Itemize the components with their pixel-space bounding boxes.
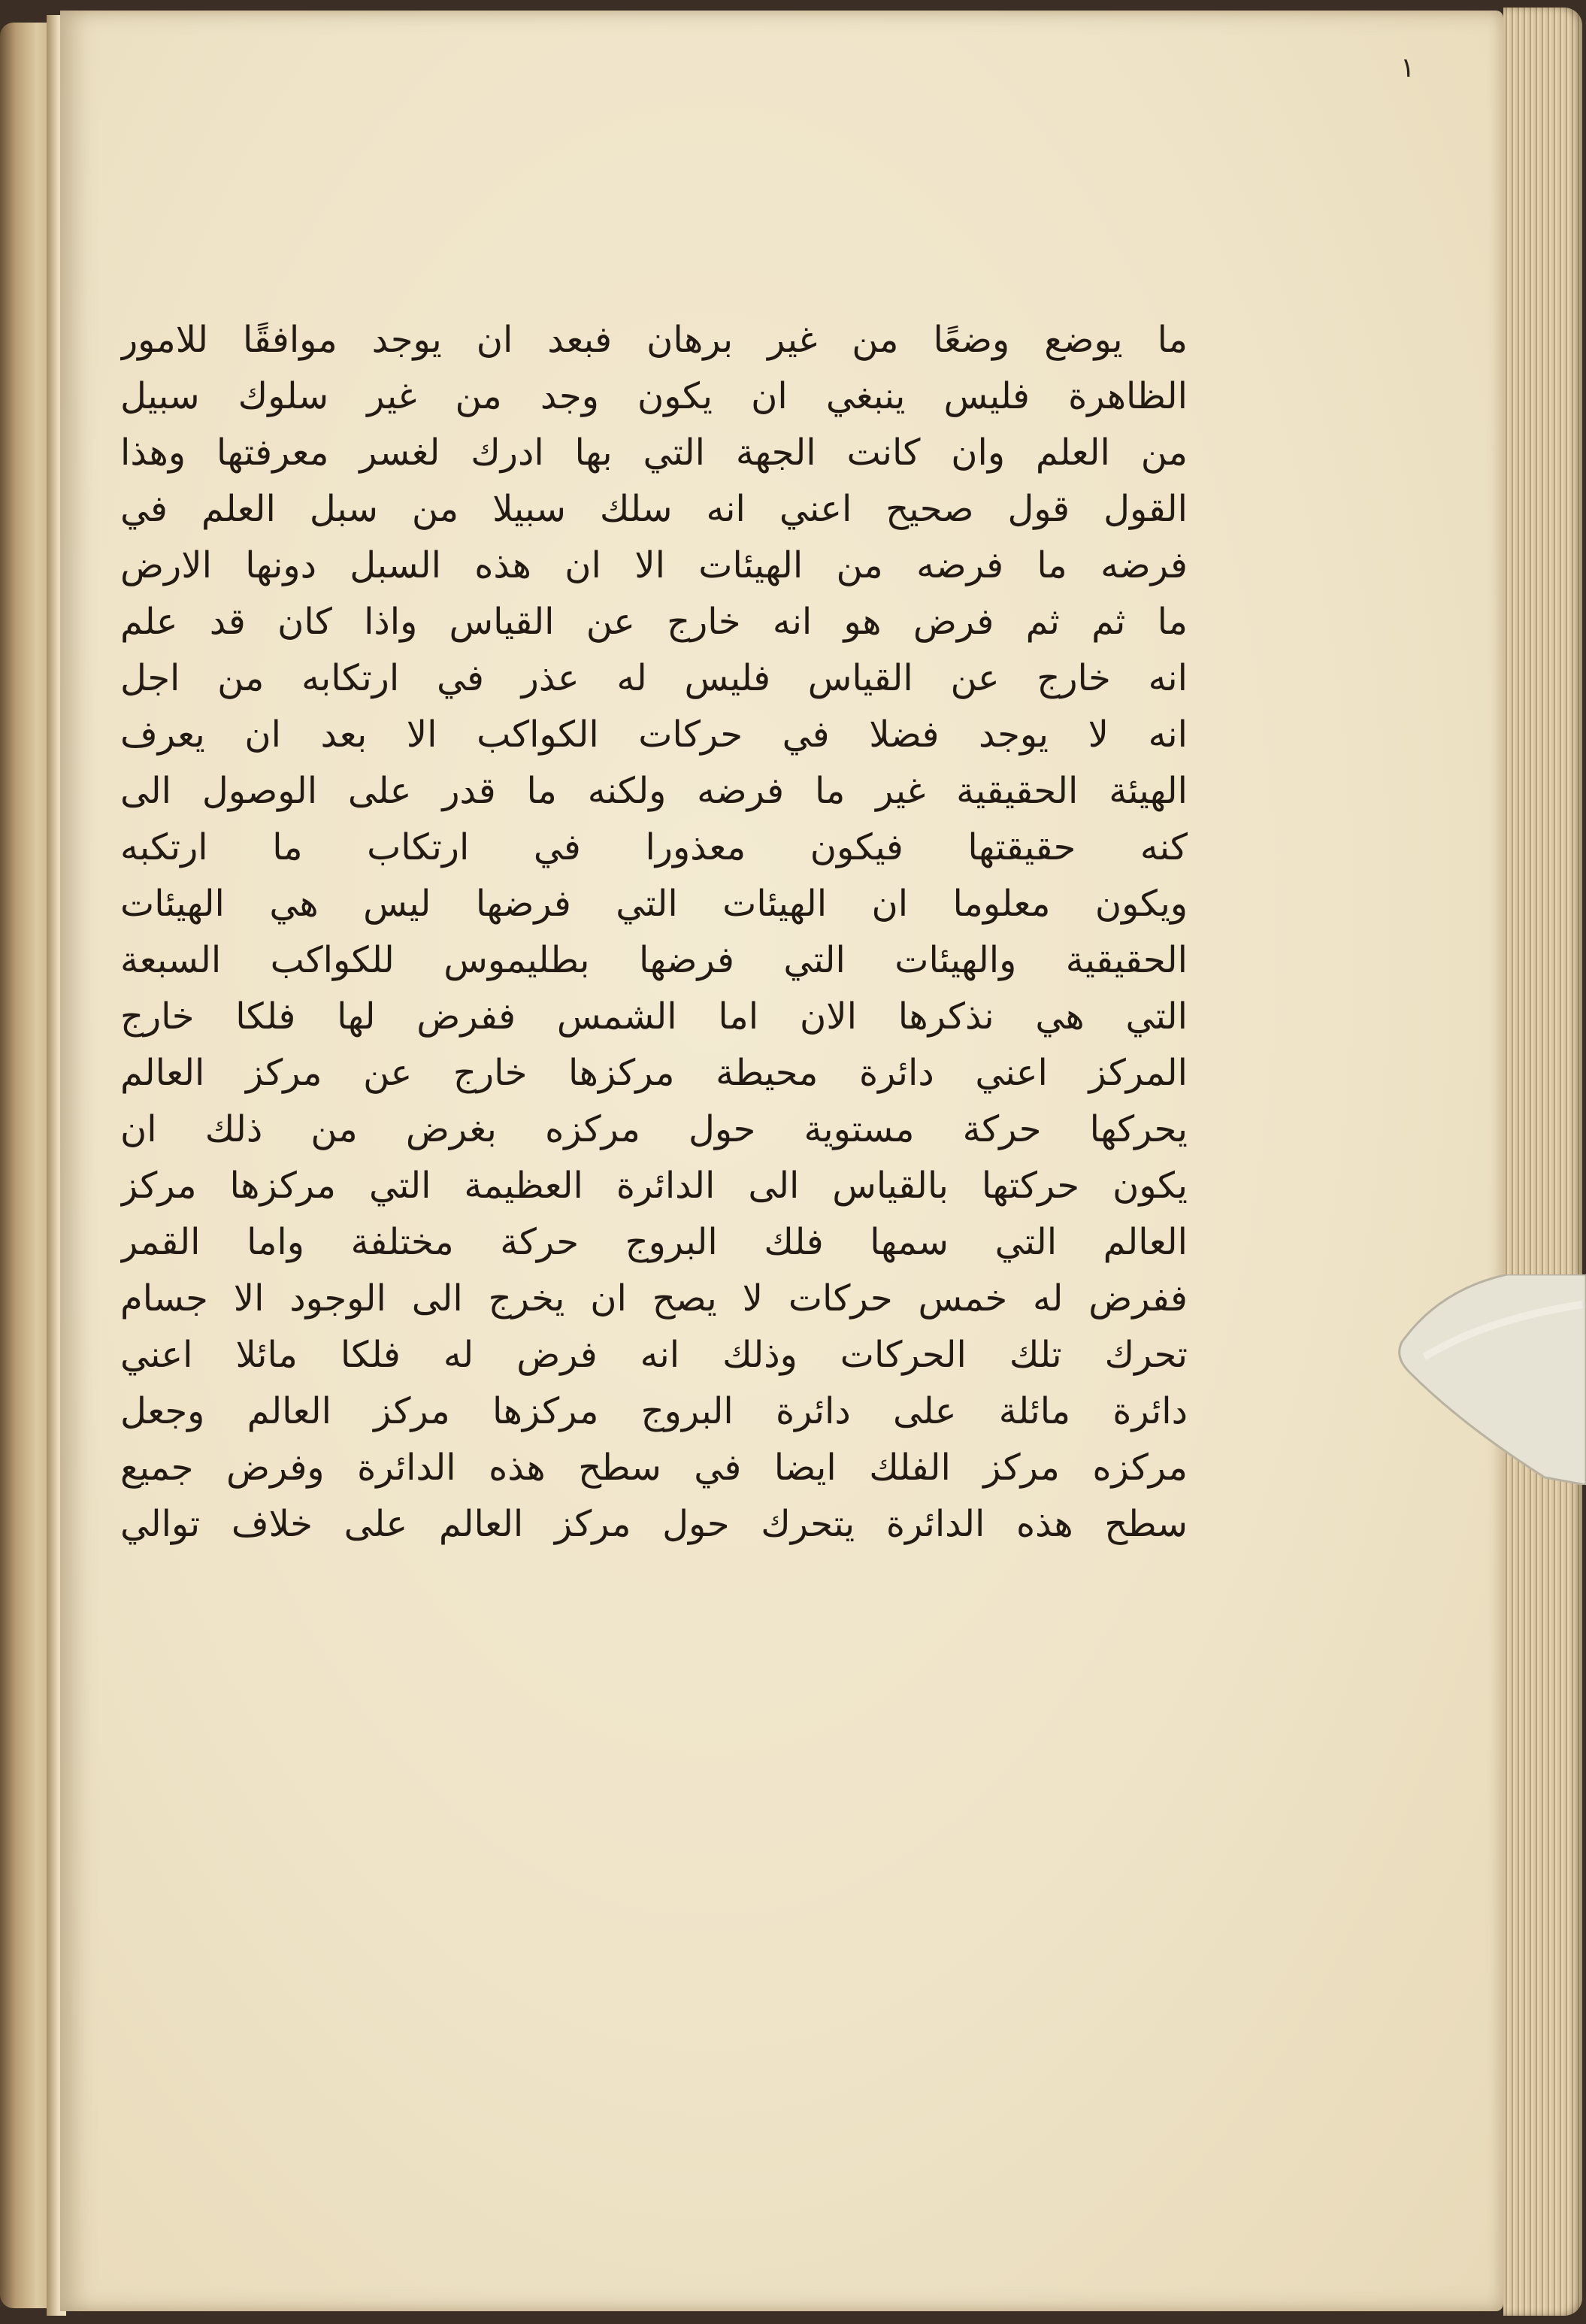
text-line: سطح هذه الدائرة يتحرك حول مركز العالم على خلاف توالي [120, 1503, 1188, 1545]
text-line: ما ثم ثم فرض هو انه خارج عن القياس واذا كان قد علم [120, 601, 1188, 643]
bookmark-tab-icon [1394, 1274, 1586, 1485]
text-line: يكون حركتها بالقياس الى الدائرة العظيمة التي مركزها مركز [120, 1165, 1188, 1207]
text-line: ففرض له خمس حركات لا يصح ان يخرج الى الوجود الا جسام [120, 1277, 1188, 1320]
text-line: كنه حقيقتها فيكون معذورا في ارتكاب ما ارتكبه [120, 826, 1188, 868]
text-line: الظاهرة فليس ينبغي ان يكون وجد من غير سلوك سبيل [120, 375, 1188, 417]
text-line: دائرة مائلة على دائرة البروج مركزها مركز العالم وجعل [120, 1390, 1188, 1432]
text-line: التي هي نذكرها الان اما الشمس ففرض لها فلكا خارج [120, 995, 1188, 1038]
manuscript-text-block [120, 312, 1188, 1553]
text-line: فرضه ما فرضه من الهيئات الا ان هذه السبل دونها الارض [120, 544, 1188, 586]
text-line: يحركها حركة مستوية حول مركزه بغرض من ذلك ان [120, 1108, 1188, 1150]
page-edges [1503, 8, 1582, 2316]
facing-page-edge [0, 23, 53, 2308]
text-line: مركزه مركز الفلك ايضا في سطح هذه الدائرة وفرض جميع [120, 1447, 1188, 1489]
text-line: من العلم وان كانت الجهة التي بها ادرك لغسر معرفتها وهذا [120, 432, 1188, 474]
text-line: انه لا يوجد فضلا في حركات الكواكب الا بعد ان يعرف [120, 714, 1188, 756]
text-line: تحرك تلك الحركات وذلك انه فرض له فلكا مائلا اعني [120, 1334, 1188, 1376]
text-line: الحقيقية والهيئات التي فرضها بطليموس للكواكب السبعة [120, 939, 1188, 981]
text-line: القول قول صحيح اعني انه سلك سبيلا من سبل العلم في [120, 488, 1188, 530]
text-line: انه خارج عن القياس فليس له عذر في ارتكابه من اجل [120, 657, 1188, 699]
text-line: الهيئة الحقيقية غير ما فرضه ولكنه ما قدر على الوصول الى [120, 770, 1188, 812]
text-line: المركز اعني دائرة محيطة مركزها خارج عن مركز العالم [120, 1052, 1188, 1094]
text-line: ويكون معلوما ان الهيئات التي فرضها ليس هي الهيئات [120, 883, 1188, 925]
folio-number: ١ [1400, 53, 1415, 83]
text-line: ما يوضع وضعًا من غير برهان فبعد ان يوجد موافقًا للامور [120, 319, 1188, 361]
text-line: العالم التي سمها فلك البروج حركة مختلفة واما القمر [120, 1221, 1188, 1263]
